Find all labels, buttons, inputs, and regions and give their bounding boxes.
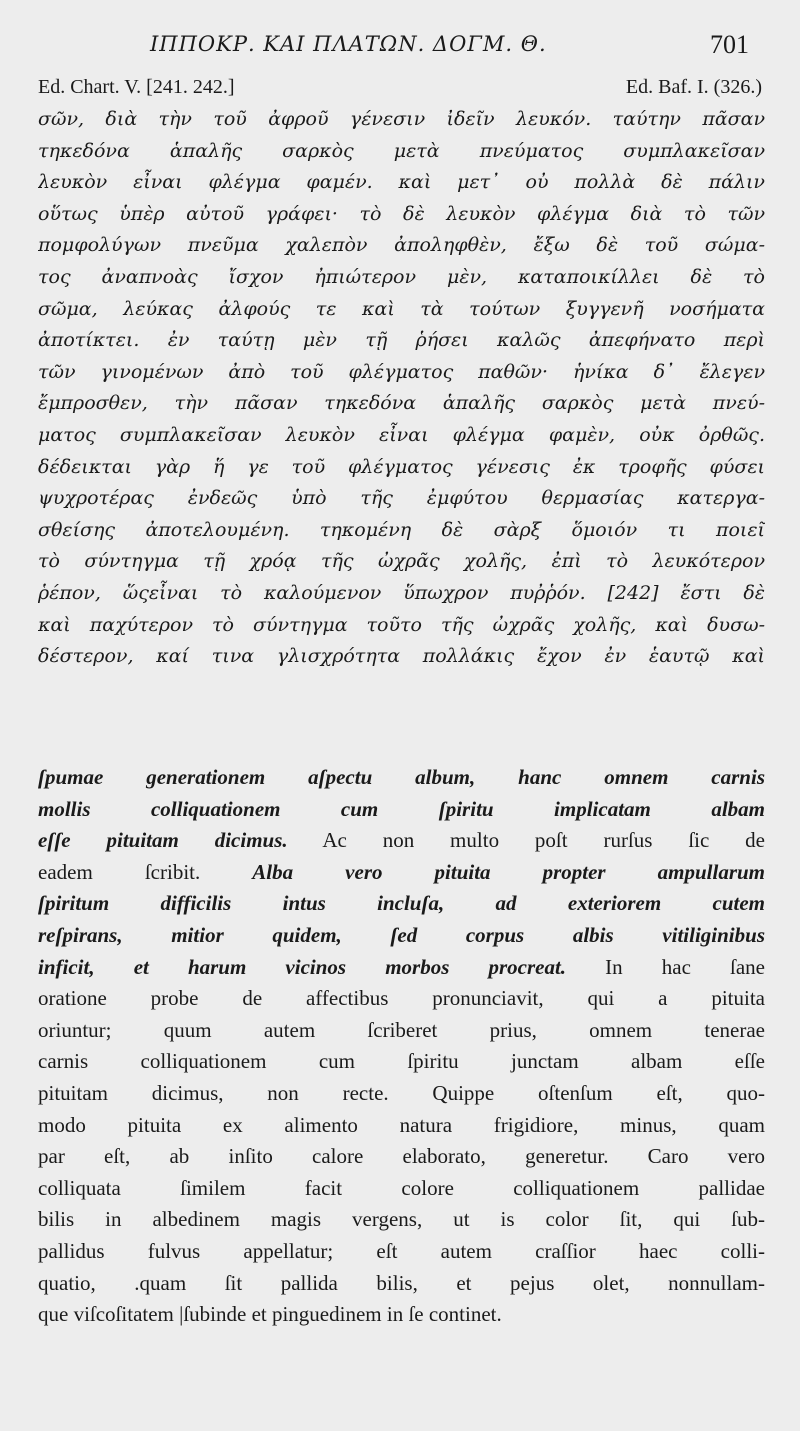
running-title: ΙΠΠΟΚΡ. ΚΑΙ ΠΛΑΤΩΝ. ΔΟΓΜ. Θ.	[150, 32, 547, 56]
latin-text-line	[38, 1173, 765, 1205]
latin-text-line	[38, 952, 765, 984]
body-text: colliquata ſimilem facit colore colliquationem pallidae	[38, 1175, 765, 1200]
body-text: bilis in albedinem magis vergens, ut is color ſit, qui ſub-	[38, 1207, 765, 1232]
greek-text-line: σθείσης ἀποτελουμένη. τηκομένη δὲ σὰρξ ὅμοιόν τι ποιεῖ	[38, 518, 765, 541]
edition-reference-left: Ed. Chart. V. [241. 242.]	[38, 76, 235, 98]
greek-text-line: ψυχροτέρας ἐνδεῶς ὑπὸ τῆς ἐμφύτου θερμασίας κατεργα-	[38, 487, 765, 510]
body-text: quatio, .quam ſit pallida bilis, et pejus olet, nonnullam-	[38, 1270, 765, 1295]
quoted-text: reſpirans, mitior quidem, ſed corpus albis vitiliginibus	[38, 922, 765, 947]
greek-text-line: καὶ παχύτερον τὸ σύντηγμα τοῦτο τῆς ὠχρᾶς χολῆς, καὶ δυσω-	[38, 613, 765, 636]
latin-text-line	[38, 825, 765, 857]
latin-text-line	[38, 762, 765, 794]
latin-text-line	[38, 1204, 765, 1236]
quoted-text: mollis colliquationem cum ſpiritu implicatam albam	[38, 796, 765, 821]
quoted-text: eſſe pituitam dicimus.	[38, 828, 288, 853]
latin-text-line	[38, 1110, 765, 1142]
latin-text-line	[38, 1236, 765, 1268]
greek-text-line: δέδεικται γὰρ ἥ γε τοῦ φλέγματος γένεσις ἐκ τροφῆς φύσει	[38, 455, 765, 478]
greek-text-line: τὸ σύντηγμα τῇ χρόᾳ τῆς ὠχρᾶς χολῆς, ἐπὶ τὸ λευκότερον	[38, 550, 765, 573]
latin-text-line	[38, 1015, 765, 1047]
greek-text-line: τῶν γινομένων ἀπὸ τοῦ φλέγματος παθῶν· ἡνίκα δ᾽ ἔλεγεν	[38, 360, 765, 383]
greek-text-line: δέστερον, καί τινα γλισχρότητα πολλάκις ἔχον ἐν ἑαυτῷ καὶ	[38, 645, 765, 668]
latin-text-line	[38, 888, 765, 920]
body-text: In hac ſane	[566, 954, 765, 979]
body-text: oriuntur; quum autem ſcriberet prius, omnem tenerae	[38, 1017, 765, 1042]
greek-text-line: λευκὸν εἶναι φλέγμα φαμέν. καὶ μετ᾽ οὐ πολλὰ δὲ πάλιν	[38, 171, 765, 194]
greek-text-line: ματος συμπλακεῖσαν λευκὸν εἶναι φλέγμα φαμὲν, οὐκ ὀρθῶς.	[38, 423, 765, 446]
latin-text-line	[38, 1268, 765, 1300]
body-text: eadem ſcribit.	[38, 859, 253, 884]
page-number: 701	[710, 30, 749, 59]
body-text: que viſcoſitatem |ſubinde et pinguedinem in ſe continet.	[38, 1302, 502, 1327]
greek-text-line: σῶν, διὰ τὴν τοῦ ἀφροῦ γένεσιν ἰδεῖν λευκόν. ταύτην πᾶσαν	[38, 108, 765, 130]
latin-text-line	[38, 1046, 765, 1078]
greek-text-block	[38, 104, 765, 673]
greek-text-line: ἀποτίκτει. ἐν ταύτῃ μὲν τῇ ῥήσει καλῶς ἀπεφήνατο περὶ	[38, 329, 765, 352]
quoted-text: ſpumae generationem aſpectu album, hanc omnem carnis	[38, 765, 765, 789]
body-text: par eſt, ab inſito calore elaborato, generetur. Caro vero	[38, 1144, 765, 1169]
body-text: oratione probe de affectibus pronunciavit, qui a pituita	[38, 986, 765, 1011]
page-header	[0, 24, 800, 68]
greek-text-line: σῶμα, λεύκας ἀλφούς τε καὶ τὰ τούτων ξυγγενῆ νοσήματα	[38, 297, 765, 320]
latin-text-line	[38, 983, 765, 1015]
greek-text-line: τηκεδόνα ἁπαλῆς σαρκὸς μετὰ πνεύματος συμπλακεῖσαν	[38, 139, 765, 162]
latin-text-line	[38, 1141, 765, 1173]
body-text: modo pituita ex alimento natura frigidiore, minus, quam	[38, 1112, 765, 1137]
greek-text-line: τος ἀναπνοὰς ἴσχον ἠπιώτερον μὲν, καταποικίλλει δὲ τὸ	[38, 265, 765, 288]
edition-reference-right: Ed. Baf. I. (326.)	[625, 76, 762, 98]
body-text: pituitam dicimus, non recte. Quippe oſtenſum eſt, quo-	[38, 1080, 765, 1105]
latin-text-block	[38, 762, 765, 1331]
greek-text-line: πομφολύγων πνεῦμα χαλεπὸν ἀποληφθὲν, ἔξω δὲ τοῦ σώμα-	[38, 234, 765, 257]
latin-text-line	[38, 920, 765, 952]
latin-text-line	[38, 857, 765, 889]
latin-text-line	[38, 1078, 765, 1110]
quoted-text: Alba vero pituita propter ampullarum	[252, 859, 765, 884]
body-text: Ac non multo poſt rurſus ſic de	[287, 828, 765, 853]
latin-text-line	[38, 1299, 765, 1331]
greek-text-line: οὕτως ὑπὲρ αὐτοῦ γράφει· τὸ δὲ λευκὸν φλέγμα διὰ τὸ τῶν	[38, 202, 765, 225]
greek-text-line: ῥέπον, ὥςεἶναι τὸ καλούμενον ὕπωχρον πυῤῥόν. [242] ἔστι δὲ	[38, 581, 765, 604]
quoted-text: ſpiritum difficilis intus incluſa, ad exteriorem cutem	[38, 891, 765, 916]
quoted-text: inficit, et harum vicinos morbos procreat.	[38, 954, 567, 979]
greek-text-line: ἔμπροσθεν, τὴν πᾶσαν τηκεδόνα ἁπαλῆς σαρκὸς μετὰ πνεύ-	[38, 392, 765, 415]
body-text: pallidus fulvus appellatur; eſt autem craſſior haec colli-	[38, 1238, 765, 1263]
body-text: carnis colliquationem cum ſpiritu junctam albam eſſe	[38, 1049, 765, 1074]
latin-text-line	[38, 794, 765, 826]
